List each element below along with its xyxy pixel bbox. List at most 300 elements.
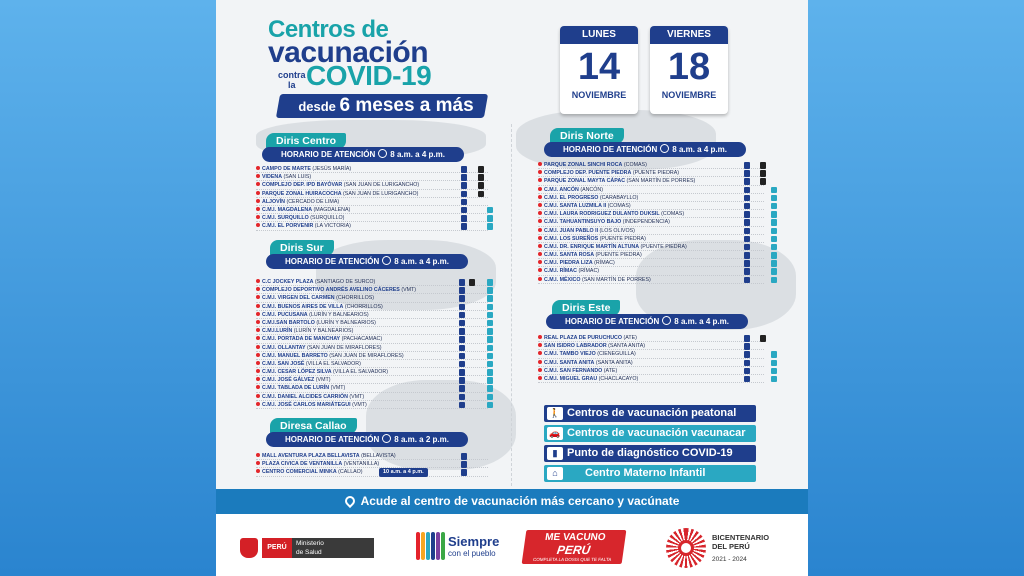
home-icon bbox=[771, 268, 777, 275]
walk-icon bbox=[744, 335, 750, 342]
walk-icon bbox=[459, 345, 465, 352]
location-pin-icon bbox=[538, 178, 542, 182]
home-icon bbox=[487, 394, 493, 401]
location-pin-icon bbox=[538, 236, 542, 240]
center-district: (VILLA EL SALVADOR) bbox=[305, 360, 361, 367]
center-name: PLAZA CIVICA DE VENTANILLA bbox=[262, 461, 343, 468]
home-icon bbox=[487, 320, 493, 327]
callao-special-hours: 10 a.m. a 4 p.m. bbox=[379, 468, 428, 477]
building-icon bbox=[478, 166, 484, 173]
list-item bbox=[538, 186, 764, 194]
list-item bbox=[538, 161, 764, 169]
home-icon: ⌂ bbox=[547, 467, 563, 480]
center-district: (CHORRILLOS) bbox=[336, 295, 375, 302]
location-pin-icon bbox=[256, 191, 260, 195]
home-icon bbox=[487, 369, 493, 376]
legend-diagnostic bbox=[544, 445, 756, 462]
home-icon bbox=[771, 368, 777, 375]
list-centro bbox=[256, 165, 488, 231]
location-pin-icon bbox=[256, 312, 260, 316]
center-district: (CHORRILLOS) bbox=[344, 303, 383, 310]
center-name: COMPLEJO DEP. PUENTE PIEDRA bbox=[544, 170, 632, 177]
walk-icon bbox=[459, 361, 465, 368]
walk-icon bbox=[744, 228, 750, 235]
hours-time: 8 a.m. a 4 p.m. bbox=[394, 257, 449, 266]
location-pin-icon bbox=[538, 376, 542, 380]
location-pin-icon bbox=[256, 174, 260, 178]
center-name: C.M.I. JOSÉ CARLOS MARIÁTEGUI bbox=[262, 401, 351, 408]
center-name: C.M.I.SAN BARTOLO bbox=[262, 319, 315, 326]
location-pin-icon bbox=[538, 335, 542, 339]
center-district: (SAN JUAN DE MIRAFLORES) bbox=[307, 344, 382, 351]
home-icon bbox=[771, 228, 777, 235]
home-icon bbox=[487, 295, 493, 302]
clock-icon bbox=[382, 434, 391, 443]
home-icon bbox=[771, 252, 777, 259]
ministry-label bbox=[292, 538, 374, 558]
center-district: (LOS OLIVOS) bbox=[599, 227, 635, 234]
center-district: (PUENTE PIEDRA) bbox=[595, 252, 642, 259]
center-district: (MAGDALENA) bbox=[313, 206, 351, 213]
walk-icon bbox=[459, 312, 465, 319]
colored-bars-icon bbox=[416, 532, 446, 560]
walk-icon bbox=[461, 207, 467, 214]
location-pin-icon bbox=[538, 260, 542, 264]
location-pin-icon bbox=[256, 336, 260, 340]
peru-label: PERÚ bbox=[262, 538, 292, 558]
location-pin-icon bbox=[538, 252, 542, 256]
center-district: (LA VICTORIA) bbox=[314, 223, 351, 230]
walk-icon bbox=[744, 244, 750, 251]
section-title-centro: Diris Centro bbox=[266, 133, 346, 149]
center-district: (SAN MARTÍN DE PORRES) bbox=[626, 178, 696, 185]
center-district: (CALLAO) bbox=[338, 469, 363, 476]
walk-icon bbox=[744, 360, 750, 367]
center-district: (JESÚS MARÍA) bbox=[312, 166, 352, 172]
home-icon bbox=[771, 360, 777, 367]
location-pin-icon bbox=[343, 494, 357, 508]
walk-icon bbox=[461, 215, 467, 222]
walk-icon bbox=[459, 320, 465, 327]
walk-icon bbox=[744, 277, 750, 284]
ministry-line2: de Salud bbox=[296, 549, 322, 556]
home-icon bbox=[771, 244, 777, 251]
center-name: MALL AVENTURA PLAZA BELLAVISTA bbox=[262, 453, 360, 459]
list-item bbox=[538, 194, 764, 202]
walk-icon bbox=[459, 394, 465, 401]
home-icon bbox=[771, 277, 777, 284]
subtitle-age: 6 meses a más bbox=[339, 95, 474, 116]
legend-car bbox=[544, 425, 756, 442]
home-icon bbox=[487, 215, 493, 222]
center-name: COMPLEJO DEP. IPD BAYÓVAR bbox=[262, 182, 343, 189]
building-icon bbox=[760, 162, 766, 169]
list-item bbox=[538, 177, 764, 185]
location-pin-icon bbox=[256, 223, 260, 227]
walk-icon bbox=[461, 166, 467, 173]
list-item bbox=[256, 173, 488, 181]
list-item bbox=[538, 202, 764, 210]
location-pin-icon bbox=[538, 277, 542, 281]
walk-icon bbox=[459, 402, 465, 409]
center-name: PARQUE ZONAL MAYTA CÁPAC bbox=[544, 178, 626, 185]
home-icon bbox=[487, 328, 493, 335]
list-item bbox=[256, 214, 488, 222]
location-pin-icon bbox=[256, 353, 260, 357]
center-district: (LURÍN Y BALNEARIOS) bbox=[316, 319, 376, 326]
list-item bbox=[538, 350, 764, 358]
list-item bbox=[256, 360, 488, 368]
home-icon bbox=[771, 187, 777, 194]
list-item bbox=[256, 206, 488, 214]
center-name: C.M.I. LAURA RODRIGUEZ DULANTO DUKSIL bbox=[544, 211, 660, 218]
location-pin-icon bbox=[538, 368, 542, 372]
hours-label: HORARIO DE ATENCIÓN bbox=[285, 435, 380, 444]
list-item bbox=[538, 169, 764, 177]
legend-label: Punto de diagnóstico COVID-19 bbox=[567, 447, 733, 459]
center-district: (VENTANILLA) bbox=[343, 461, 380, 468]
center-name: C.M.I. MAGDALENA bbox=[262, 206, 313, 213]
walk-icon bbox=[744, 351, 750, 358]
home-icon bbox=[771, 211, 777, 218]
location-pin-icon bbox=[538, 195, 542, 199]
center-district: (SAN JUAN DE LURIGANCHO) bbox=[343, 190, 419, 197]
list-item bbox=[256, 165, 488, 173]
location-pin-icon bbox=[256, 287, 260, 291]
center-name: C.M.I. SAN FERNANDO bbox=[544, 367, 603, 374]
list-item bbox=[538, 251, 764, 259]
center-district: (COMAS) bbox=[623, 162, 647, 168]
center-name: C.M.I. PORTADA DE MANCHAY bbox=[262, 336, 341, 343]
center-name: VIDENA bbox=[262, 174, 283, 181]
list-item bbox=[256, 294, 488, 302]
walk-icon bbox=[459, 336, 465, 343]
home-icon bbox=[771, 260, 777, 267]
list-item bbox=[256, 303, 488, 311]
center-district: (SANTIAGO DE SURCO) bbox=[314, 279, 376, 285]
center-district: (PUENTE PIEDRA) bbox=[640, 243, 687, 250]
location-pin-icon bbox=[256, 361, 260, 365]
section-title-sur: Diris Sur bbox=[270, 240, 334, 256]
list-item bbox=[538, 359, 764, 367]
center-district: (VMT) bbox=[352, 401, 367, 408]
location-pin-icon bbox=[256, 215, 260, 219]
center-name: C.M.I. RÍMAC bbox=[544, 268, 577, 275]
list-item bbox=[256, 335, 488, 343]
title-contra: contra bbox=[278, 70, 306, 80]
center-district: (VMT) bbox=[315, 377, 331, 384]
siempre-line2: con el pueblo bbox=[448, 549, 496, 558]
calendar-number: 14 bbox=[577, 46, 621, 88]
walk-icon bbox=[459, 369, 465, 376]
location-pin-icon bbox=[256, 304, 260, 308]
list-item bbox=[256, 368, 488, 376]
center-name: C.M.I. TAMBO VIEJO bbox=[544, 351, 596, 358]
location-pin-icon bbox=[256, 385, 260, 389]
center-district: (SURQUILLO) bbox=[310, 215, 345, 222]
list-callao bbox=[256, 452, 488, 477]
section-title-este: Diris Este bbox=[552, 300, 620, 316]
bicentenario-years: 2021 - 2024 bbox=[712, 556, 747, 563]
list-item bbox=[256, 278, 488, 286]
location-pin-icon bbox=[538, 187, 542, 191]
building-icon bbox=[760, 178, 766, 185]
bottom-message-bar bbox=[216, 489, 808, 514]
location-pin-icon bbox=[256, 199, 260, 203]
center-district: (SANTA ANITA) bbox=[595, 359, 633, 366]
center-district: (LURÍN Y BALNEARIOS) bbox=[293, 328, 354, 335]
list-item bbox=[538, 267, 764, 275]
walk-icon bbox=[461, 182, 467, 189]
center-district: (ATE) bbox=[603, 367, 618, 374]
minsa-logo bbox=[240, 536, 374, 560]
list-sur bbox=[256, 278, 488, 409]
list-item bbox=[538, 342, 764, 350]
calendar-friday bbox=[650, 26, 728, 114]
center-district: (VMT) bbox=[401, 287, 417, 294]
walk-icon bbox=[744, 376, 750, 383]
me-vacuno-logo bbox=[522, 530, 627, 564]
location-pin-icon bbox=[256, 453, 260, 457]
hours-label: HORARIO DE ATENCIÓN bbox=[565, 317, 660, 326]
title-la: la bbox=[288, 80, 296, 90]
subtitle-prefix: desde bbox=[298, 99, 336, 114]
bicentenario-text bbox=[712, 533, 769, 551]
walk-icon bbox=[461, 469, 467, 476]
location-pin-icon bbox=[538, 244, 542, 248]
legend-walk bbox=[544, 405, 756, 422]
home-icon bbox=[771, 195, 777, 202]
list-item bbox=[256, 460, 488, 468]
location-pin-icon bbox=[256, 207, 260, 211]
center-name: PARQUE ZONAL SINCHI ROCA bbox=[544, 162, 623, 168]
center-name: C.M.I. TABLADA DE LURÍN bbox=[262, 385, 330, 392]
list-item bbox=[256, 222, 488, 230]
building-icon: ▮ bbox=[547, 447, 563, 460]
location-pin-icon bbox=[256, 320, 260, 324]
hours-norte bbox=[544, 142, 746, 157]
calendar-day: VIERNES bbox=[650, 26, 728, 44]
calendar-day: LUNES bbox=[560, 26, 638, 44]
center-name: PARQUE ZONAL HUIRACOCHA bbox=[262, 190, 342, 197]
column-divider bbox=[511, 124, 512, 486]
home-icon bbox=[487, 207, 493, 214]
legend-label: Centro Materno Infantil bbox=[585, 467, 706, 479]
location-pin-icon bbox=[538, 228, 542, 232]
location-pin-icon bbox=[538, 360, 542, 364]
walk-icon: 🚶 bbox=[547, 407, 563, 420]
walk-icon bbox=[744, 187, 750, 194]
center-district: (CERCADO DE LIMA) bbox=[286, 198, 340, 205]
building-icon bbox=[469, 279, 475, 286]
home-icon bbox=[487, 336, 493, 343]
list-este bbox=[538, 334, 764, 383]
walk-icon bbox=[744, 162, 750, 169]
clock-icon bbox=[378, 149, 387, 158]
vaccination-poster bbox=[216, 0, 808, 576]
list-item bbox=[256, 311, 488, 319]
walk-icon bbox=[744, 252, 750, 259]
title-covid: COVID-19 bbox=[306, 60, 432, 91]
list-item bbox=[538, 243, 764, 251]
calendar-month: NOVIEMBRE bbox=[571, 90, 627, 100]
center-district: (VILLA EL SALVADOR) bbox=[333, 369, 388, 376]
list-item bbox=[256, 352, 488, 360]
center-district: (VMT) bbox=[349, 393, 365, 400]
building-icon bbox=[760, 170, 766, 177]
center-district: (ATE) bbox=[623, 335, 637, 341]
list-item bbox=[256, 327, 488, 335]
location-pin-icon bbox=[256, 166, 260, 170]
center-district: (CARABAYLLO) bbox=[599, 194, 639, 201]
location-pin-icon bbox=[256, 295, 260, 299]
location-pin-icon bbox=[256, 394, 260, 398]
calendar-monday bbox=[560, 26, 638, 114]
walk-icon bbox=[459, 377, 465, 384]
location-pin-icon bbox=[538, 162, 542, 166]
me-vacuno-line2: PERÚ bbox=[555, 543, 592, 557]
walk-icon bbox=[744, 368, 750, 375]
walk-icon bbox=[744, 236, 750, 243]
siempre-logo bbox=[416, 532, 512, 562]
location-pin-icon bbox=[538, 203, 542, 207]
bicentenario-line1: BICENTENARIO bbox=[712, 533, 770, 542]
list-item bbox=[538, 259, 764, 267]
section-title-norte: Diris Norte bbox=[550, 128, 624, 144]
center-district: (LURÍN Y BALNEARIOS) bbox=[309, 311, 369, 318]
center-name: C.M.I. VIRGEN DEL CARMEN bbox=[262, 295, 335, 302]
list-item bbox=[256, 286, 488, 294]
walk-icon bbox=[744, 260, 750, 267]
location-pin-icon bbox=[256, 469, 260, 473]
home-icon bbox=[487, 385, 493, 392]
me-vacuno-line1: ME VACUNO bbox=[544, 532, 607, 543]
bicentenario-line2: DEL PERÚ bbox=[712, 542, 750, 551]
list-item bbox=[256, 468, 488, 476]
home-icon bbox=[487, 353, 493, 360]
hours-este bbox=[546, 314, 748, 329]
walk-icon bbox=[744, 219, 750, 226]
location-pin-icon bbox=[256, 328, 260, 332]
walk-icon bbox=[461, 223, 467, 230]
legend-label: Centros de vacunación peatonal bbox=[567, 407, 737, 419]
background-right bbox=[808, 0, 1024, 576]
walk-icon bbox=[744, 211, 750, 218]
center-name: C.M.I. SANTA ROSA bbox=[544, 252, 595, 259]
walk-icon bbox=[459, 328, 465, 335]
walk-icon bbox=[461, 453, 467, 460]
home-icon bbox=[487, 223, 493, 230]
center-name: C.M.I. JUAN PABLO II bbox=[544, 227, 599, 234]
location-pin-icon bbox=[256, 377, 260, 381]
walk-icon bbox=[459, 287, 465, 294]
center-name: CAMPO DE MARTE bbox=[262, 166, 311, 172]
list-item bbox=[256, 344, 488, 352]
center-district: (PUENTE PIEDRA) bbox=[632, 170, 680, 177]
legend-maternal bbox=[544, 465, 756, 482]
ministry-line1: Ministerio bbox=[296, 540, 324, 547]
subtitle bbox=[286, 95, 486, 117]
location-pin-icon bbox=[538, 351, 542, 355]
walk-icon bbox=[459, 353, 465, 360]
car-icon: 🚗 bbox=[547, 427, 563, 440]
walk-icon bbox=[744, 203, 750, 210]
home-icon bbox=[487, 312, 493, 319]
center-district: (SANTA ANITA) bbox=[608, 343, 646, 350]
center-district: (ANCÓN) bbox=[580, 186, 603, 193]
hours-label: HORARIO DE ATENCIÓN bbox=[285, 257, 380, 266]
title-line1: Centros de bbox=[268, 16, 389, 43]
center-name: C.M.I. MÉXICO bbox=[544, 276, 581, 283]
sun-emblem-icon bbox=[666, 528, 706, 568]
location-pin-icon bbox=[538, 211, 542, 215]
center-name: C.M.I. PIEDRA LIZA bbox=[544, 260, 593, 267]
list-item bbox=[256, 319, 488, 327]
location-pin-icon bbox=[538, 170, 542, 174]
list-item bbox=[538, 210, 764, 218]
location-pin-icon bbox=[256, 369, 260, 373]
center-name: C.M.I. SURQUILLO bbox=[262, 215, 309, 222]
building-icon bbox=[760, 335, 766, 342]
list-item bbox=[256, 401, 488, 409]
center-name: CENTRO COMERCIAL MINKA bbox=[262, 469, 337, 476]
list-item bbox=[538, 334, 764, 342]
building-icon bbox=[478, 182, 484, 189]
center-district: (COMAS) bbox=[607, 202, 631, 209]
center-name: REAL PLAZA DE PURUCHUCO bbox=[544, 335, 622, 341]
center-name: C.M.I. MANUEL BARRETO bbox=[262, 352, 328, 359]
bicentenario-logo bbox=[666, 528, 796, 568]
list-item bbox=[538, 375, 764, 383]
location-pin-icon bbox=[256, 279, 260, 283]
center-name: C.M.I. SANTA LUZMILA II bbox=[544, 202, 607, 209]
home-icon bbox=[487, 377, 493, 384]
center-name: C.M.I. MIGUEL GRAU bbox=[544, 375, 598, 382]
location-pin-icon bbox=[256, 461, 260, 465]
walk-icon bbox=[461, 191, 467, 198]
list-item bbox=[538, 227, 764, 235]
building-icon bbox=[478, 174, 484, 181]
walk-icon bbox=[459, 279, 465, 286]
list-item bbox=[256, 198, 488, 206]
footer-logos bbox=[216, 514, 808, 576]
siempre-line1: Siempre bbox=[448, 534, 500, 549]
legend-label: Centros de vacunación vacunacar bbox=[567, 427, 746, 439]
section-title-callao: Diresa Callao bbox=[270, 418, 357, 434]
hours-time: 8 a.m. a 4 p.m. bbox=[390, 150, 445, 159]
clock-icon bbox=[382, 256, 391, 265]
center-name: SAN ISIDRO LABRADOR bbox=[544, 343, 607, 350]
home-icon bbox=[771, 236, 777, 243]
title-contra-la bbox=[278, 70, 306, 90]
center-name: C.M.I. OLLANTAY bbox=[262, 344, 306, 351]
list-item bbox=[256, 190, 488, 198]
walk-icon bbox=[744, 195, 750, 202]
center-district: (INDEPENDENCIA) bbox=[622, 219, 670, 226]
calendar-month: NOVIEMBRE bbox=[661, 90, 717, 100]
list-item bbox=[256, 452, 488, 460]
center-district: (SAN JUAN DE LURIGANCHO) bbox=[343, 182, 420, 189]
walk-icon bbox=[744, 268, 750, 275]
list-item bbox=[256, 376, 488, 384]
home-icon bbox=[487, 361, 493, 368]
center-district: (CIENEGUILLA) bbox=[597, 351, 636, 358]
location-pin-icon bbox=[538, 343, 542, 347]
hours-label: HORARIO DE ATENCIÓN bbox=[563, 145, 658, 154]
center-district: (SAN MARTÍN DE PORRES) bbox=[581, 276, 651, 283]
center-name: C.C JOCKEY PLAZA bbox=[262, 279, 314, 285]
center-name: C.M.I. SAN JOSÉ bbox=[262, 360, 305, 367]
